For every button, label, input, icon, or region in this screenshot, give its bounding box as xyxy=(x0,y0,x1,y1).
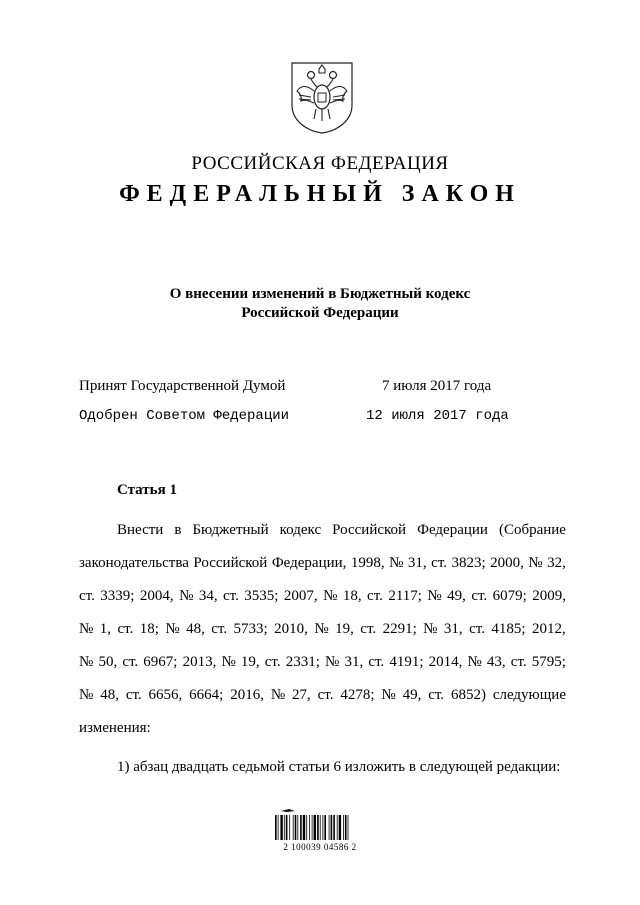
paragraph-word: 49, xyxy=(402,687,422,703)
paragraph-word: законодательства xyxy=(79,555,189,571)
paragraph-line xyxy=(79,547,566,580)
paragraph-word: 5733; xyxy=(233,621,268,637)
paragraph-word: 6967; xyxy=(143,654,178,670)
barcode-bar xyxy=(303,815,305,840)
barcode-bar xyxy=(314,815,316,840)
barcode-bar xyxy=(297,815,298,840)
paragraph-word: № xyxy=(325,654,340,670)
paragraph-word: 2014, xyxy=(428,654,463,670)
approved-date: 12 июля 2017 года xyxy=(366,408,509,424)
barcode-bar xyxy=(295,815,297,840)
paragraph-word: 3535; xyxy=(244,588,279,604)
paragraph-word: 2007, xyxy=(283,588,318,604)
paragraph-word: 2009, xyxy=(532,588,566,604)
paragraph-word: 6852) xyxy=(450,687,486,703)
paragraph-word: 50, xyxy=(98,654,118,670)
paragraph-word: № xyxy=(427,588,442,604)
paragraph-word: ст. xyxy=(125,687,142,703)
barcode-bar xyxy=(348,815,349,840)
barcode-icon xyxy=(269,808,371,842)
paragraph-word: 48, xyxy=(186,621,205,637)
paragraph-word: № xyxy=(323,588,338,604)
barcode-bar xyxy=(320,815,321,840)
paragraph-word: 3339; xyxy=(100,588,135,604)
paragraph-word: ст. xyxy=(79,588,95,604)
paragraph-word: ст. xyxy=(368,654,385,670)
paragraph-word: 27, xyxy=(292,687,311,703)
paragraph-word: 18, xyxy=(342,588,362,604)
paragraph-word: № xyxy=(221,654,236,670)
barcode-number: 2 100039 04586 2 xyxy=(283,842,357,852)
approved-label: Одобрен Советом Федерации xyxy=(79,408,290,424)
paragraph-word: 1, xyxy=(99,621,111,637)
barcode xyxy=(269,808,371,856)
paragraph-word: 2013, xyxy=(182,654,217,670)
paragraph-word: ст. xyxy=(469,621,485,637)
barcode-bar xyxy=(331,815,333,840)
barcode-bar xyxy=(329,815,330,840)
paragraph-word: 19, xyxy=(240,654,260,670)
barcode-bar xyxy=(284,815,285,840)
barcode-bar xyxy=(317,815,319,840)
paragraph-word: № xyxy=(528,555,543,571)
document-type: ФЕДЕРАЛЬНЫЙ ЗАКОН xyxy=(119,181,521,207)
paragraph-word: ст. xyxy=(367,588,383,604)
paragraph-word: 2000, xyxy=(490,555,524,571)
barcode-bar xyxy=(312,815,313,840)
paragraph-word: № xyxy=(389,555,404,571)
coat-of-arms-icon xyxy=(289,61,355,135)
paragraph-word: № xyxy=(179,588,194,604)
barcode-bar xyxy=(289,815,290,840)
article-paragraph xyxy=(79,514,566,745)
paragraph-word: Внести xyxy=(117,522,164,538)
barcode-bar xyxy=(323,815,324,840)
barcode-bar xyxy=(337,815,338,840)
paragraph-word: Федерации, xyxy=(271,555,347,571)
barcode-bar xyxy=(293,815,294,840)
barcode-bar xyxy=(345,815,347,840)
law-title-line-2: Российской Федерации xyxy=(241,305,399,321)
paragraph-word: 32, xyxy=(547,555,566,571)
paragraph-line xyxy=(79,580,566,613)
barcode-bar xyxy=(339,815,341,840)
barcode-bar xyxy=(309,815,310,840)
paragraph-word: 3823; xyxy=(451,555,486,571)
paragraph-word: 6656, xyxy=(148,687,183,703)
paragraph-word: 5795; xyxy=(531,654,566,670)
paragraph-word: 2012, xyxy=(532,621,566,637)
paragraph-word: 19, xyxy=(335,621,354,637)
paragraph-word: 31, xyxy=(443,621,463,637)
barcode-bar xyxy=(300,815,302,840)
paragraph-last-line: изменения: xyxy=(79,720,151,736)
paragraph-word: ст. xyxy=(122,654,139,670)
paragraph-word: № xyxy=(165,621,180,637)
paragraph-word: 48, xyxy=(100,687,119,703)
paragraph-line xyxy=(79,514,566,547)
country-name: РОССИЙСКАЯ ФЕДЕРАЦИЯ xyxy=(191,153,449,174)
paragraph-word: ст. xyxy=(431,555,447,571)
paragraph-word: ст. xyxy=(264,654,281,670)
paragraph-word: следующие xyxy=(492,687,566,703)
paragraph-word: 34, xyxy=(198,588,218,604)
paragraph-word: № xyxy=(423,621,438,637)
paragraph-word: ст. xyxy=(428,687,445,703)
paragraph-word: № xyxy=(79,621,94,637)
law-title xyxy=(0,285,640,323)
barcode-bar xyxy=(306,815,307,840)
paragraph-word: 18; xyxy=(139,621,159,637)
paragraph-word: (Собрание xyxy=(498,522,566,538)
barcode-mark xyxy=(281,809,295,812)
article-heading: Статья 1 xyxy=(117,482,177,498)
paragraph-word: 4191; xyxy=(389,654,424,670)
law-title-line-1: О внесении изменений в Бюджетный кодекс xyxy=(169,286,471,302)
paragraph-word: ст. xyxy=(317,687,334,703)
paragraph-word: 2331; xyxy=(285,654,320,670)
paragraph-word: 2291; xyxy=(382,621,417,637)
barcode-bar xyxy=(324,815,326,840)
paragraph-word: ст. xyxy=(223,588,239,604)
adopted-by-duma-row xyxy=(79,378,492,395)
adopted-label: Принят Государственной Думой xyxy=(79,378,286,394)
barcode-bar xyxy=(286,815,288,840)
paragraph-word: № xyxy=(467,654,482,670)
paragraph-word: 4278; xyxy=(340,687,375,703)
paragraph-word: в xyxy=(174,522,182,538)
barcode-bar xyxy=(280,815,282,840)
paragraph-word: № xyxy=(79,687,94,703)
barcode-bar xyxy=(275,815,277,840)
paragraph-word: ст. xyxy=(211,621,228,637)
paragraph-line xyxy=(79,613,566,646)
paragraph-line xyxy=(79,646,566,679)
paragraph-word: ст. xyxy=(510,654,527,670)
adopted-date: 7 июля 2017 года xyxy=(382,378,492,394)
paragraph-word: № xyxy=(270,687,286,703)
paragraph-word: кодекс xyxy=(279,522,322,538)
paragraph-line xyxy=(79,679,566,712)
paragraph-word: Бюджетный xyxy=(192,522,269,538)
paragraph-word: 4185; xyxy=(491,621,526,637)
paragraph-word: 49, xyxy=(447,588,466,604)
paragraph-word: 43, xyxy=(486,654,506,670)
paragraph-word: № xyxy=(314,621,329,637)
paragraph-word: 2004, xyxy=(139,588,174,604)
paragraph-word: Федерации xyxy=(417,522,488,538)
paragraph-word: ст. xyxy=(471,588,488,604)
paragraph-word: Российской xyxy=(193,555,268,571)
paragraph-word: Российской xyxy=(332,522,407,538)
paragraph-word: 1998, xyxy=(350,555,385,571)
barcode-bar xyxy=(278,815,279,840)
paragraph-word: 2016, xyxy=(230,687,264,703)
paragraph-word: ст. xyxy=(360,621,377,637)
approved-by-council-row xyxy=(79,408,509,424)
paragraph-word: 31, xyxy=(344,654,364,670)
paragraph-word: № xyxy=(381,687,396,703)
barcode-bar xyxy=(333,815,335,840)
article-item-1: 1) абзац двадцать седьмой статьи 6 изложить в следующей редакции: xyxy=(117,759,561,775)
paragraph-word: 6664; xyxy=(189,687,224,703)
paragraph-word: 6079; xyxy=(492,588,527,604)
paragraph-word: 2117; xyxy=(388,588,422,604)
paragraph-word: ст. xyxy=(117,621,134,637)
paragraph-word: № xyxy=(79,654,94,670)
barcode-bar xyxy=(343,815,344,840)
paragraph-word: 31, xyxy=(407,555,427,571)
paragraph-word: 2010, xyxy=(274,621,308,637)
